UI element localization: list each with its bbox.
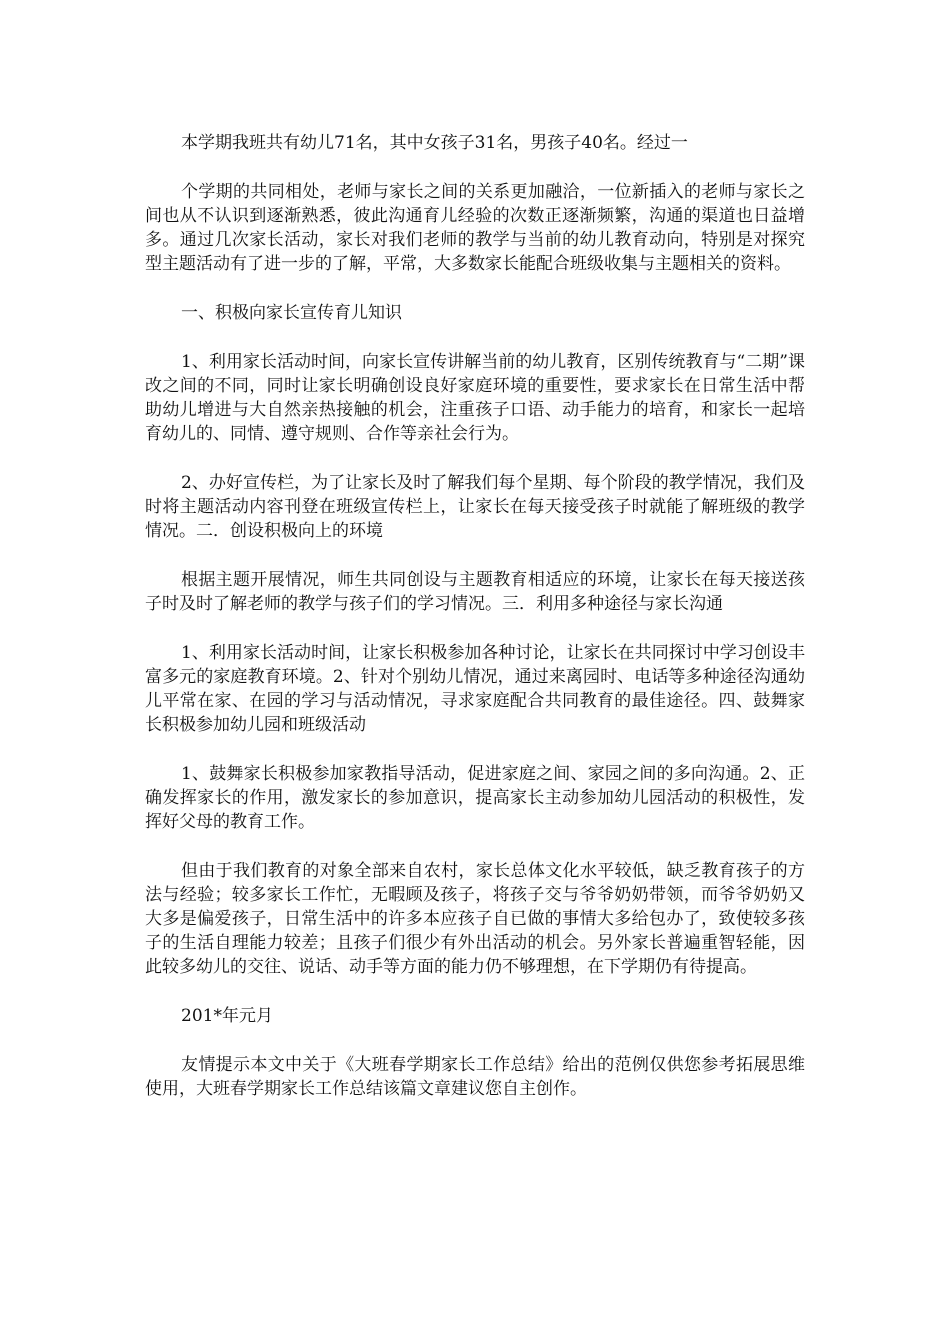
section-heading-1: 一、积极向家长宣传育儿知识 bbox=[181, 303, 402, 323]
paragraph-4: 1、鼓舞家长积极参加家教指导活动，促进家庭之间、家园之间的多向沟通。2、正确发挥家长的作用，激发家长的参加意识，提高家长主动参加幼儿园活动的积极性，发挥好父母的教育工作。 bbox=[145, 764, 805, 832]
document-body bbox=[145, 131, 805, 1126]
paragraph-3: 1、利用家长活动时间，让家长积极参加各种讨论，让家长在共同探讨中学习创设丰富多元的家庭教育环境。2、针对个别幼儿情况，通过来离园时、电话等多种途径沟通幼儿平常在家、在园的学习与活动情况，寻求家庭配合共同教育的最佳途径。四、鼓舞家长积极参加幼儿园和班级活动 bbox=[145, 643, 805, 735]
paragraph-1-1: 1、利用家长活动时间，向家长宣传讲解当前的幼儿教育，区别传统教育与“二期”课改之间的不同，同时让家长明确创设良好家庭环境的重要性，要求家长在日常生活中帮助幼儿增进与大自然亲热接触的机会，注重孩子口语、动手能力的培育，和家长一起培育幼儿的、同情、遵守规则、合作等亲社会行为。 bbox=[145, 352, 805, 444]
paragraph-2: 根据主题开展情况，师生共同创设与主题教育相适应的环境，让家长在每天接送孩子时及时了解老师的教学与孩子们的学习情况。三．利用多种途径与家长沟通 bbox=[145, 570, 805, 614]
paragraph-intro: 本学期我班共有幼儿71名，其中女孩子31名，男孩子40名。经过一 bbox=[181, 133, 688, 153]
document-date: 201*年元月 bbox=[181, 1006, 273, 1026]
paragraph-problems: 但由于我们教育的对象全部来自农村，家长总体文化水平较低，缺乏教育孩子的方法与经验；较多家长工作忙，无暇顾及孩子，将孩子交与爷爷奶奶带领，而爷爷奶奶又大多是偏爱孩子，日常生活中的许多本应孩子自已做的事情大多给包办了，致使较多孩子的生活自理能力较差；且孩子们很少有外出活动的机会。另外家长普遍重智轻能，因此较多幼儿的交往、说话、动手等方面的能力仍不够理想，在下学期仍有待提高。 bbox=[145, 861, 805, 977]
paragraph-overview: 个学期的共同相处，老师与家长之间的关系更加融洽，一位新插入的老师与家长之间也从不认识到逐渐熟悉，彼此沟通育儿经验的次数正逐渐频繁，沟通的渠道也日益增多。通过几次家长活动，家长对我们老师的教学与当前的幼儿教育动向，特别是对探究型主题活动有了进一步的了解，平常，大多数家长能配合班级收集与主题相关的资料。 bbox=[145, 182, 805, 274]
paragraph-1-2: 2、办好宣传栏，为了让家长及时了解我们每个星期、每个阶段的教学情况，我们及时将主题活动内容刊登在班级宣传栏上，让家长在每天接受孩子时就能了解班级的教学情况。二．创设积极向上的环境 bbox=[145, 473, 805, 541]
paragraph-disclaimer: 友情提示本文中关于《大班春学期家长工作总结》给出的范例仅供您参考拓展思维使用，大班春学期家长工作总结该篇文章建议您自主创作。 bbox=[145, 1055, 805, 1099]
